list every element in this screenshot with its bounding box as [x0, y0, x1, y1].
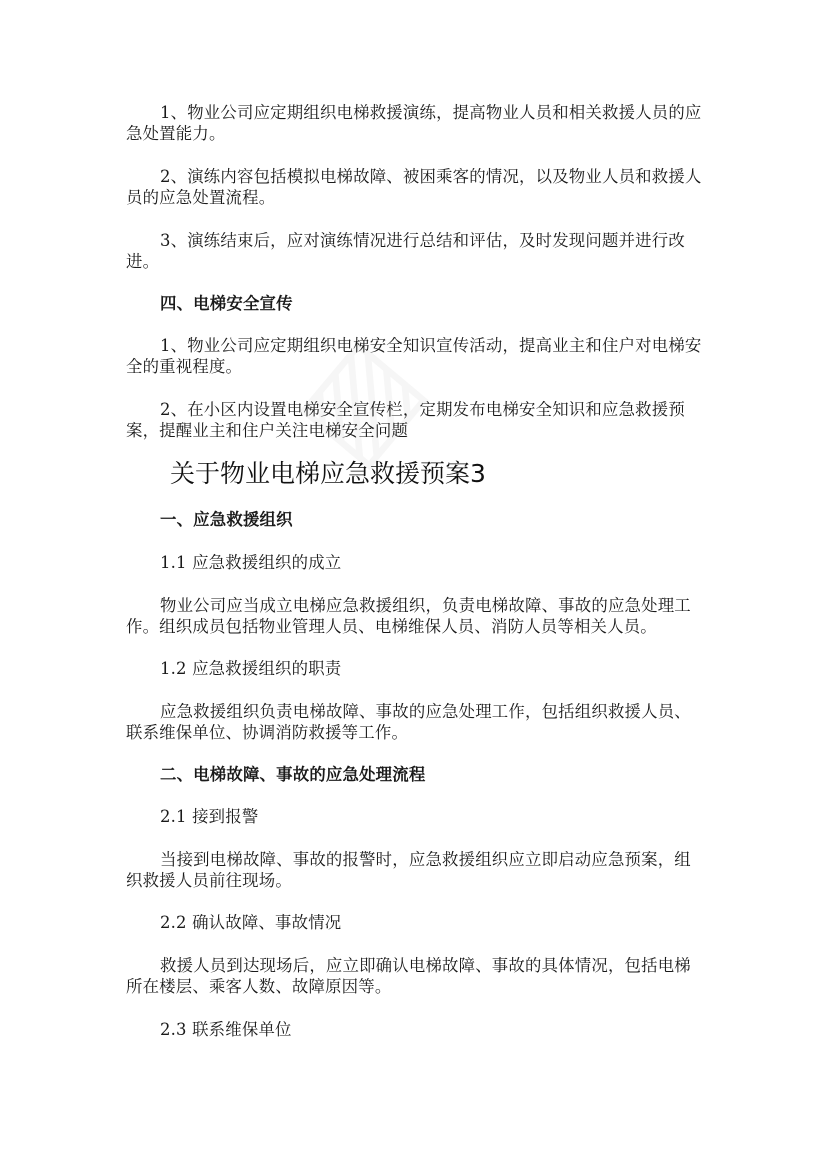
paragraph-line: 1、物业公司应定期组织电梯救援演练，提高物业人员和相关救援人员的应: [160, 103, 702, 122]
paragraph-line: 物业公司应当成立电梯应急救援组织，负责电梯故障、事故的应急处理工: [160, 596, 691, 615]
section-heading: 二、电梯故障、事故的应急处理流程: [160, 765, 426, 784]
paragraph-line: 员的应急处置流程。: [126, 188, 276, 207]
section-heading: 一、应急救援组织: [160, 510, 293, 529]
paragraph-line: 3、演练结束后，应对演练情况进行总结和评估，及时发现问题并进行改: [160, 231, 685, 250]
paragraph-line: 2、在小区内设置电梯安全宣传栏，定期发布电梯安全知识和应急救援预: [160, 400, 685, 419]
paragraph-line: 作。组织成员包括物业管理人员、电梯维保人员、消防人员等相关人员。: [126, 617, 657, 636]
paragraph-line: 联系维保单位、协调消防救援等工作。: [126, 723, 409, 742]
paragraph-line: 2、演练内容包括模拟电梯故障、被困乘客的情况，以及物业人员和救援人: [160, 167, 702, 186]
paragraph-line: 当接到电梯故障、事故的报警时，应急救援组织应立即启动应急预案，组: [160, 850, 691, 869]
paragraph-line: 所在楼层、乘客人数、故障原因等。: [126, 977, 392, 996]
paragraph-line: 进。: [126, 252, 160, 271]
paragraph-line: 织救援人员前往现场。: [126, 871, 292, 890]
section-heading: 四、电梯安全宣传: [160, 294, 293, 313]
paragraph-line: 全的重视程度。: [126, 357, 243, 376]
document-title: 关于物业电梯应急救援预案3: [170, 459, 486, 488]
paragraph-line: 救援人员到达现场后，应立即确认电梯故障、事故的具体情况，包括电梯: [160, 956, 691, 975]
paragraph-line: 急处置能力。: [126, 124, 226, 143]
paragraph-line: 1、物业公司应定期组织电梯安全知识宣传活动，提高业主和住户对电梯安: [160, 336, 702, 355]
subsection-heading: 2.2 确认故障、事故情况: [160, 913, 342, 932]
subsection-heading: 2.1 接到报警: [160, 807, 259, 826]
subsection-heading: 1.1 应急救援组织的成立: [160, 553, 342, 572]
subsection-heading: 2.3 联系维保单位: [160, 1020, 292, 1039]
paragraph-line: 应急救援组织负责电梯故障、事故的应急处理工作，包括组织救援人员、: [160, 702, 691, 721]
subsection-heading: 1.2 应急救援组织的职责: [160, 659, 342, 678]
paragraph-line: 案，提醒业主和住户关注电梯安全问题: [126, 421, 409, 440]
